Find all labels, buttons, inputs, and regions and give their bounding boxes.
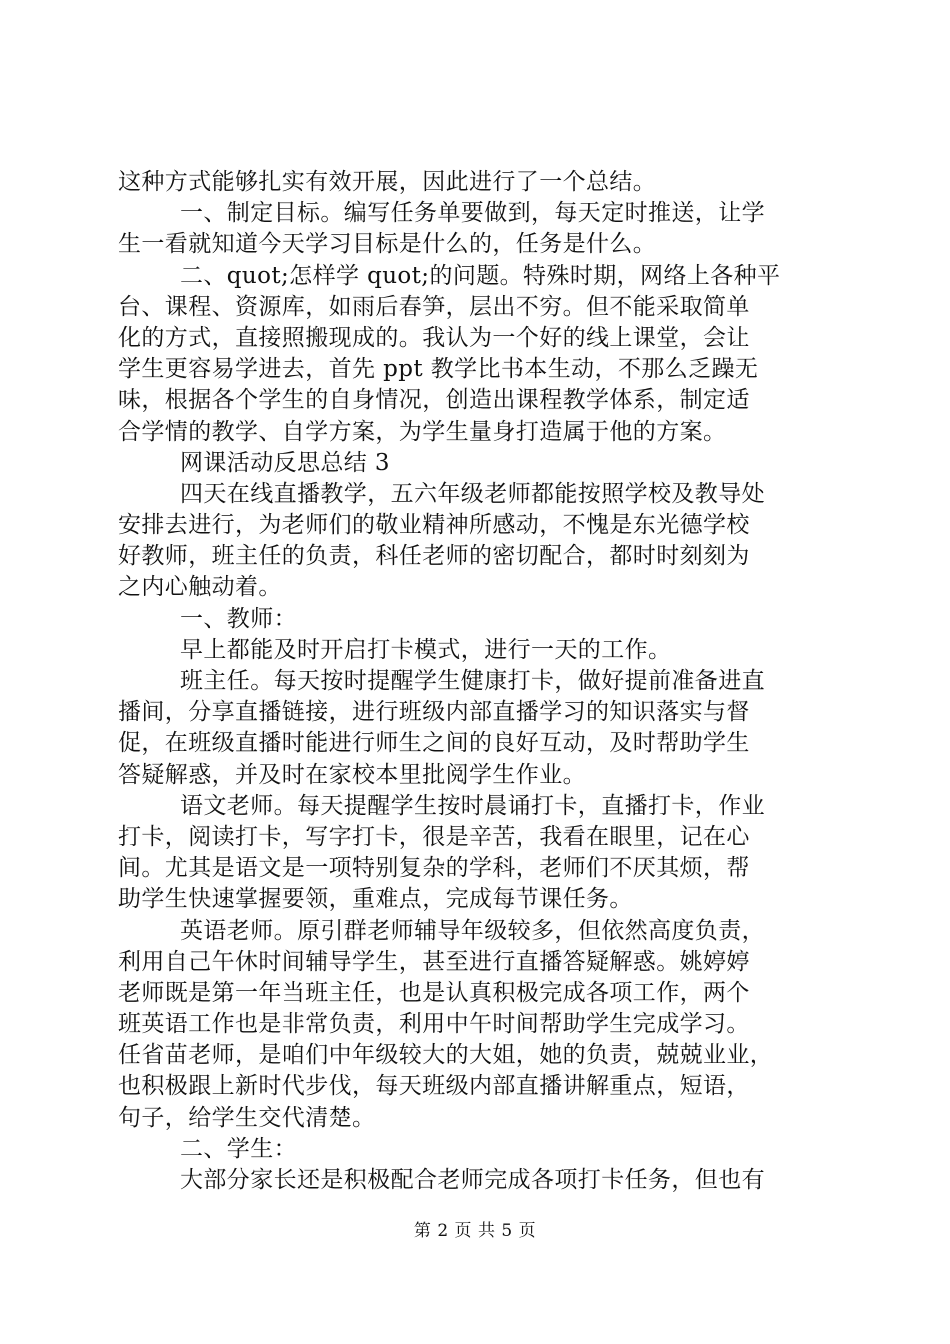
page-number-footer: 第 2 页 共 5 页 xyxy=(413,1221,537,1241)
text-line: 合学情的教学、自学方案，为学生量身打造属于他的方案。 xyxy=(118,418,727,445)
text-line: 班英语工作也是非常负责，利用中午时间帮助学生完成学习。 xyxy=(118,1011,750,1038)
subheading: 一、教师： xyxy=(180,605,297,632)
text-line: 味，根据各个学生的自身情况，创造出课程教学体系，制定适 xyxy=(118,387,750,414)
text-line: 之内心触动着。 xyxy=(118,574,282,601)
text-line: 大部分家长还是积极配合老师完成各项打卡任务，但也有 xyxy=(180,1167,765,1193)
text-line: 安排去进行，为老师们的敬业精神所感动，不愧是东光德学校 xyxy=(118,512,750,539)
text-line: 二、quot;怎样学 quot;的问题。特殊时期，网络上各种平 xyxy=(180,262,781,289)
text-line: 生一看就知道今天学习目标是什么的，任务是什么。 xyxy=(118,231,657,258)
document-body xyxy=(118,167,858,1196)
text-line: 间。尤其是语文是一项特别复杂的学科，老师们不厌其烦，帮 xyxy=(118,855,750,882)
text-line: 英语老师。原引群老师辅导年级较多，但依然高度负责， xyxy=(180,917,765,944)
text-line: 好教师，班主任的负责，科任老师的密切配合，都时时刻刻为 xyxy=(118,543,750,570)
subheading: 二、学生： xyxy=(180,1135,297,1162)
text-line: 这种方式能够扎实有效开展，因此进行了一个总结。 xyxy=(118,169,657,195)
text-line: 任省苗老师，是咱们中年级较大的大姐，她的负责，兢兢业业， xyxy=(118,1042,774,1069)
text-line: 利用自己午休时间辅导学生，甚至进行直播答疑解惑。姚婷婷 xyxy=(118,948,750,975)
text-line: 语文老师。每天提醒学生按时晨诵打卡，直播打卡，作业 xyxy=(180,792,765,819)
text-line: 助学生快速掌握要领，重难点，完成每节课任务。 xyxy=(118,886,633,913)
text-line: 打卡，阅读打卡，写字打卡，很是辛苦，我看在眼里，记在心 xyxy=(118,823,750,850)
text-line: 台、课程、资源库，如雨后春笋，层出不穷。但不能采取简单 xyxy=(118,293,750,320)
text-line: 播间，分享直播链接，进行班级内部直播学习的知识落实与督 xyxy=(118,699,750,726)
text-line: 老师既是第一年当班主任，也是认真积极完成各项工作，两个 xyxy=(118,979,750,1006)
text-line: 也积极跟上新时代步伐，每天班级内部直播讲解重点，短语， xyxy=(118,1073,750,1100)
text-line: 促，在班级直播时能进行师生之间的良好互动，及时帮助学生 xyxy=(118,730,750,757)
text-line: 答疑解惑，并及时在家校本里批阅学生作业。 xyxy=(118,761,586,788)
text-line: 学生更容易学进去，首先 ppt 教学比书本生动，不那么乏躁无 xyxy=(118,356,759,383)
text-line: 班主任。每天按时提醒学生健康打卡，做好提前准备进直 xyxy=(180,668,765,694)
text-line: 句子，给学生交代清楚。 xyxy=(118,1104,376,1131)
text-line: 一、制定目标。编写任务单要做到，每天定时推送，让学 xyxy=(180,200,765,227)
section-heading: 网课活动反思总结 3 xyxy=(180,449,390,476)
text-line: 早上都能及时开启打卡模式，进行一天的工作。 xyxy=(180,636,672,663)
text-line: 化的方式，直接照搬现成的。我认为一个好的线上课堂，会让 xyxy=(118,324,750,351)
text-line: 四天在线直播教学，五六年级老师都能按照学校及教导处 xyxy=(180,480,765,507)
